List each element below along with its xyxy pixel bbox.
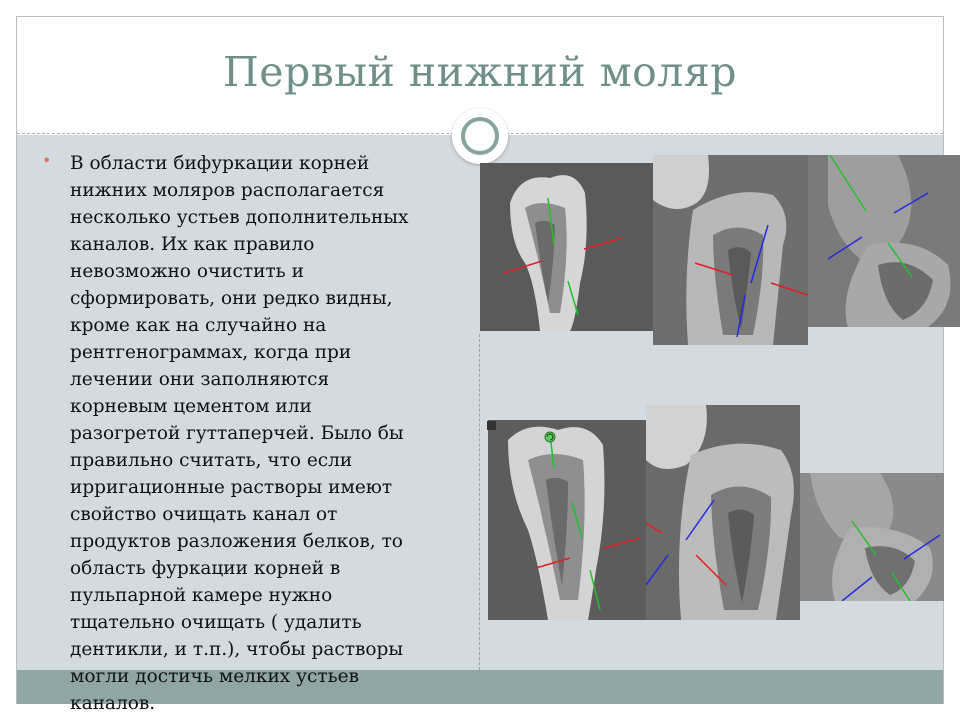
body-line: свойство очищать канал от	[70, 504, 338, 525]
body-line: ирригационные растворы имеют	[70, 477, 393, 498]
body-line: область фуркации корней в	[70, 558, 341, 579]
body-line: нижних моляров располагается	[70, 180, 385, 201]
ct-image-bottom-2	[646, 405, 800, 620]
body-line: сформировать, они редко видны,	[70, 288, 393, 309]
ct-image-bottom-1	[488, 420, 648, 620]
selection-handle-icon[interactable]	[487, 421, 496, 430]
body-line: пульпарной камере нужно	[70, 585, 333, 606]
body-line: могли достичь мелких устьев	[70, 666, 360, 687]
rotate-handle-icon[interactable]	[545, 432, 555, 442]
slide-title: Первый нижний моляр	[223, 48, 737, 96]
body-line: В области бифуркации корней	[70, 153, 370, 174]
body-line: каналов.	[70, 693, 156, 714]
ring-icon	[452, 108, 508, 164]
bullet-dot-icon: •	[42, 151, 52, 170]
body-line: кроме как на случайно на	[70, 315, 327, 336]
ct-image-top-2	[653, 155, 808, 345]
body-line: корневым цементом или	[70, 396, 312, 417]
body-line: несколько устьев дополнительных	[70, 207, 409, 228]
body-line: дентикли, и т.п.), чтобы растворы	[70, 639, 404, 660]
body-line: каналов. Их как правило	[70, 234, 315, 255]
body-line: продуктов разложения белков, то	[70, 531, 403, 552]
ct-image-bottom-3	[800, 473, 944, 601]
body-line: лечении они заполняются	[70, 369, 330, 390]
body-line: тщательно очищать ( удалить	[70, 612, 362, 633]
dashed-guide-line	[479, 334, 480, 670]
body-line: правильно считать, что если	[70, 450, 353, 471]
ct-image-top-3	[808, 155, 960, 327]
body-line: невозможно очистить и	[70, 261, 304, 282]
body-line: разогретой гуттаперчей. Было бы	[70, 423, 404, 444]
ct-image-top-1	[480, 163, 655, 331]
body-text	[70, 150, 460, 717]
body-line: рентгенограммах, когда при	[70, 342, 352, 363]
